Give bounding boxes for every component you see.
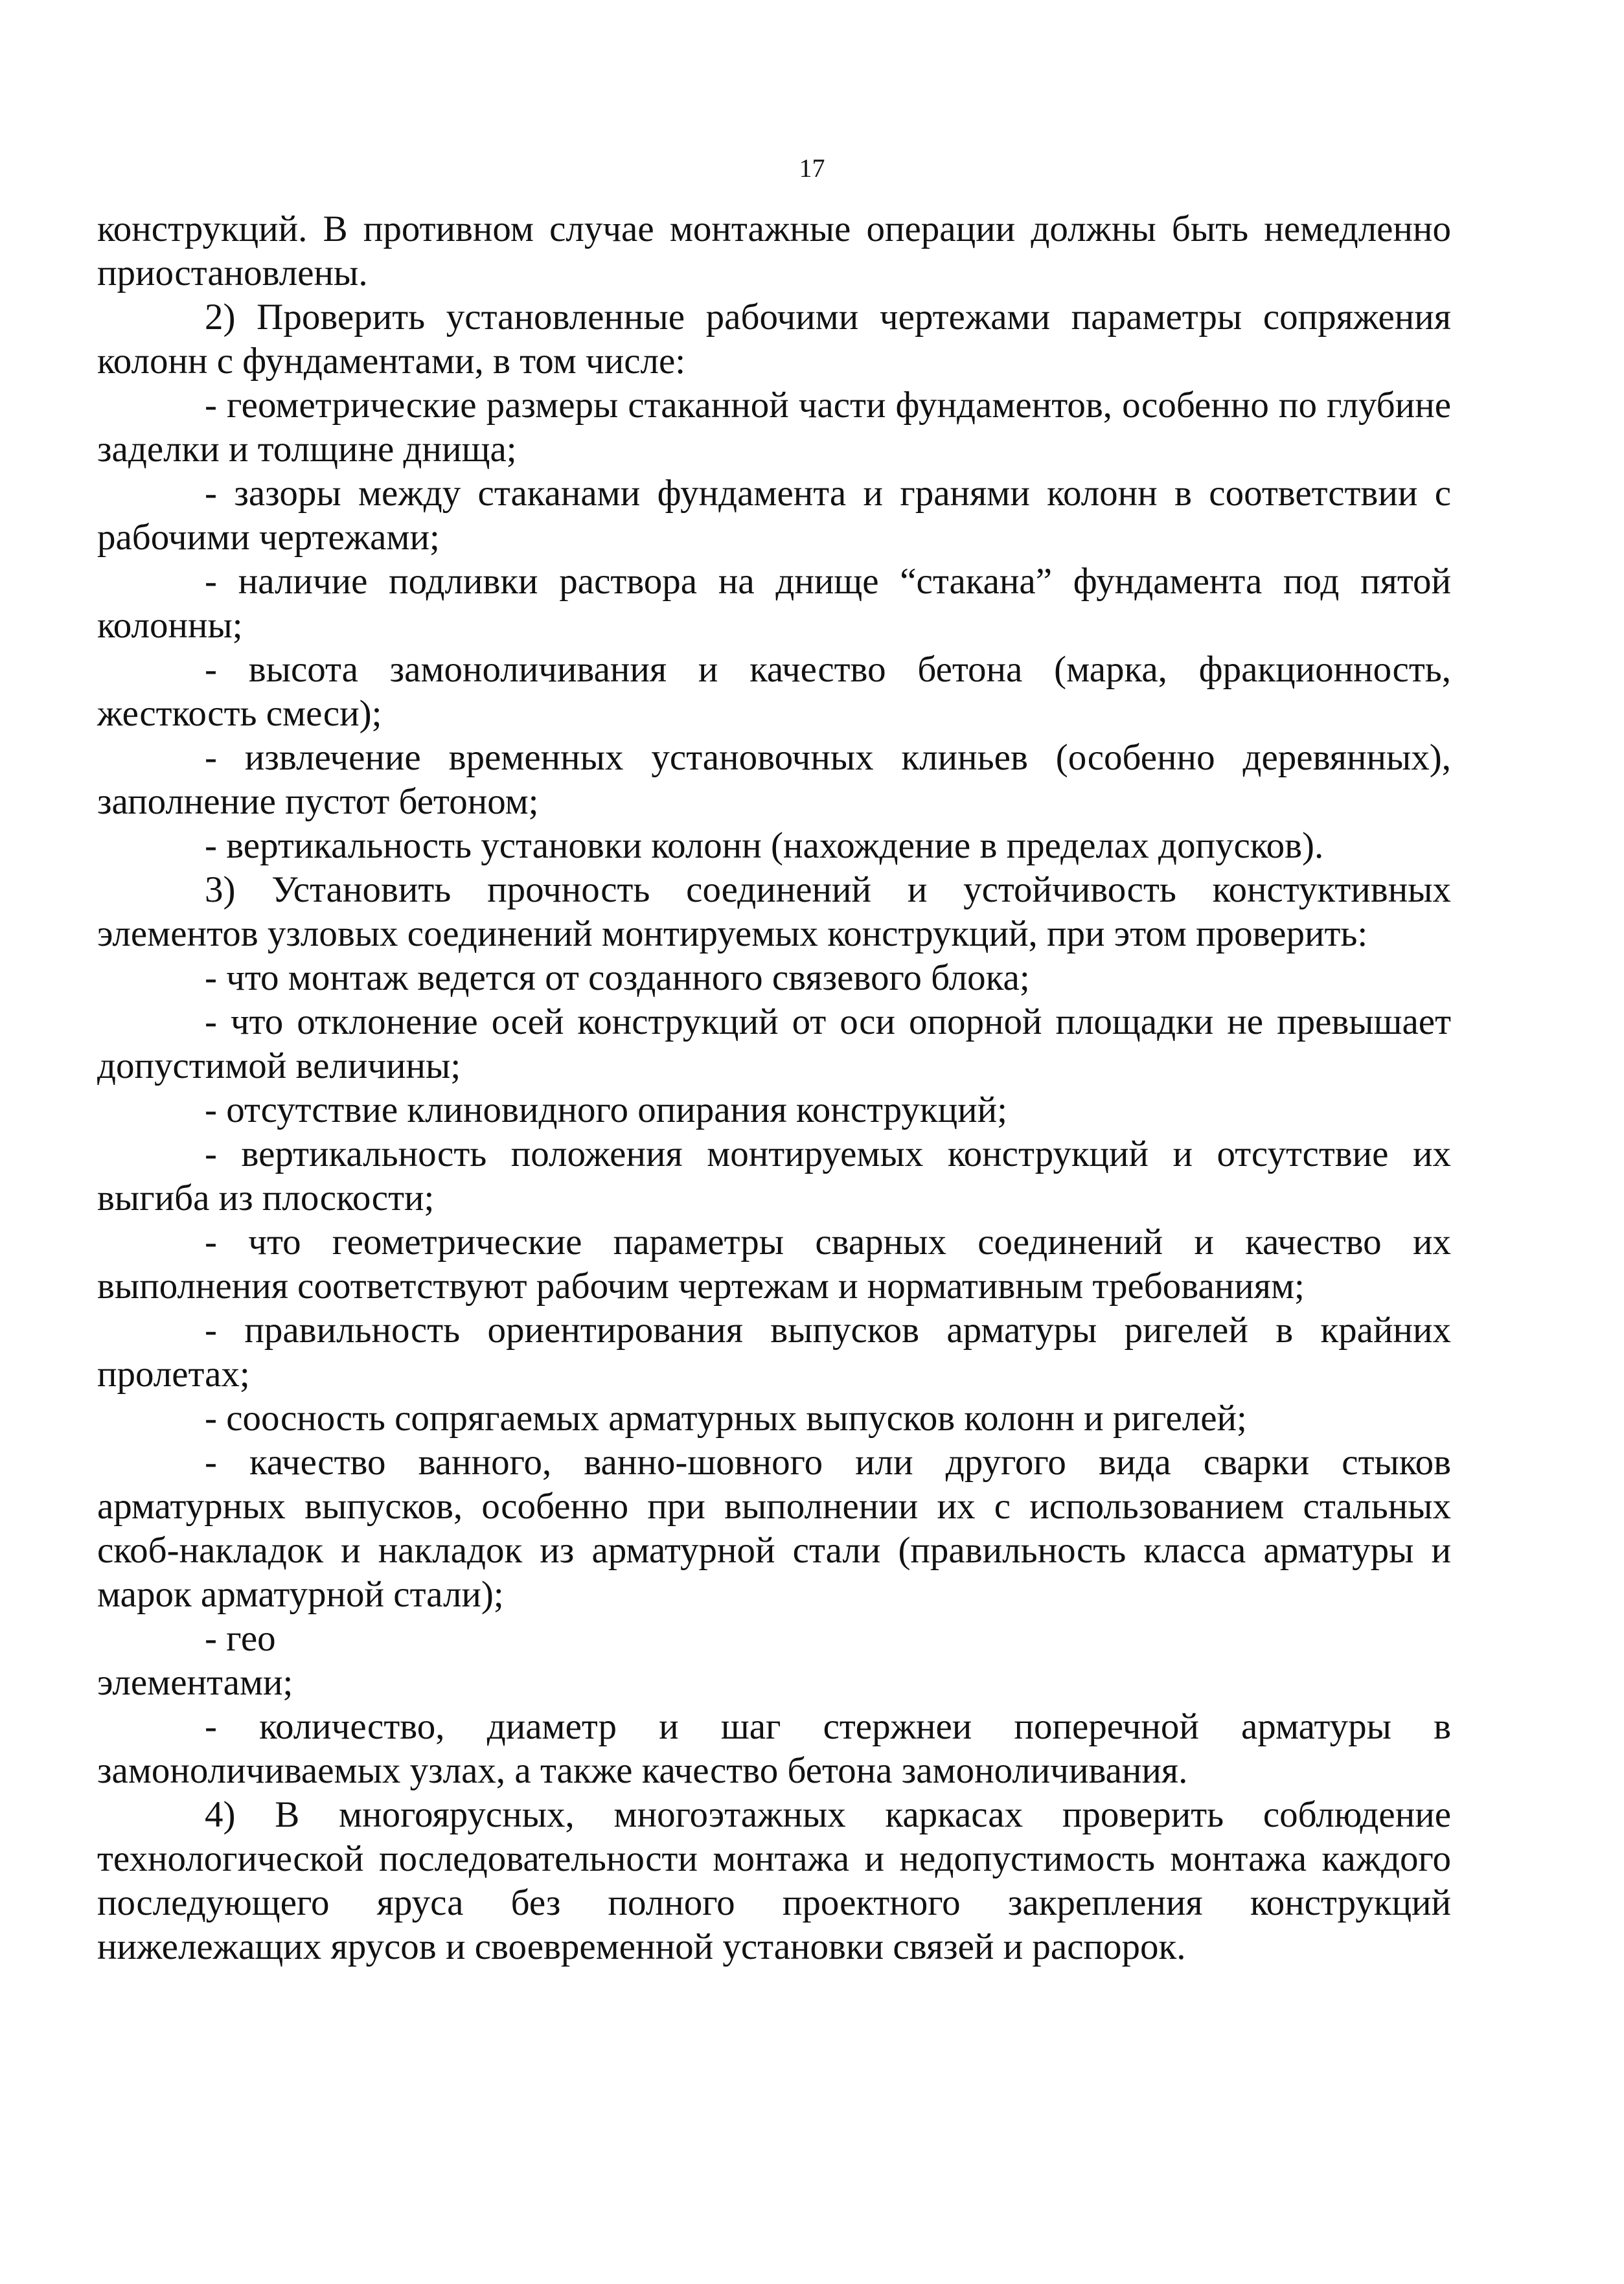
- list-item: - количество, диаметр и шаг стержнеи поперечной арматуры в замоноличиваемых узлах, а также качество бетона замоноличивания.: [97, 1706, 1451, 1791]
- list-item: - отсутствие клиновидного опирания конструкций;: [205, 1090, 1007, 1130]
- list-item: - гео: [205, 1618, 276, 1659]
- list-item: - геометрические размеры стаканной части фундаментов, особенно по глубине заделки и толщине днища;: [97, 385, 1451, 470]
- paragraph: конструкций. В противном случае монтажные операции должны быть немедленно приостановлены.: [97, 209, 1451, 293]
- list-item: - зазоры между стаканами фундамента и гранями колонн в соответствии с рабочими чертежами;: [97, 473, 1451, 558]
- list-item: - что монтаж ведется от созданного связевого блока;: [205, 957, 1030, 998]
- paragraph: 3) Установить прочность соединений и устойчивость констуктивных элементов узловых соединений монтируемых конструкций, при этом проверить:: [97, 869, 1451, 954]
- list-item: - вертикальность установки колонн (нахождение в пределах допусков).: [205, 825, 1324, 866]
- list-item: - что геометрические параметры сварных соединений и качество их выполнения соответствуют рабочим чертежам и нормативным требованиям;: [97, 1222, 1451, 1307]
- page-number: 17: [799, 154, 825, 183]
- paragraph: 2) Проверить установленные рабочими чертежами параметры сопряжения колонн с фундаментами, в том числе:: [97, 297, 1451, 382]
- list-item: - вертикальность положения монтируемых конструкций и отсутствие их выгиба из плоскости;: [97, 1134, 1451, 1218]
- list-item: - правильность ориентирования выпусков арматуры ригелей в крайних пролетах;: [97, 1310, 1451, 1395]
- paragraph: элементами;: [97, 1662, 293, 1703]
- list-item: - качество ванного, ванно-шовного или другого вида сварки стыков арматурных выпусков, особенно при выполнении их с использованием стальных скоб-накладок и накладок из арматурной стали (правильность класса арматуры и марок арматурной стали);: [97, 1442, 1451, 1615]
- list-item: - что отклонение осей конструкций от оси опорной площадки не превышает допустимой величины;: [97, 1001, 1451, 1086]
- list-item: - высота замоноличивания и качество бетона (марка, фракционность, жесткость смеси);: [97, 649, 1451, 734]
- list-item: - соосность сопрягаемых арматурных выпусков колонн и ригелей;: [205, 1398, 1247, 1439]
- paragraph: 4) В многоярусных, многоэтажных каркасах проверить соблюдение технологической последовательности монтажа и недопустимость монтажа каждого последующего яруса без полного проектного закрепления конструкций нижележащих ярусов и своевременной установки связей и распорок.: [97, 1794, 1451, 1967]
- list-item: - наличие подливки раствора на днище “стакана” фундамента под пятой колонны;: [97, 561, 1451, 646]
- list-item: - извлечение временных установочных клиньев (особенно деревянных), заполнение пустот бетоном;: [97, 737, 1451, 822]
- body-text: [97, 207, 1451, 1969]
